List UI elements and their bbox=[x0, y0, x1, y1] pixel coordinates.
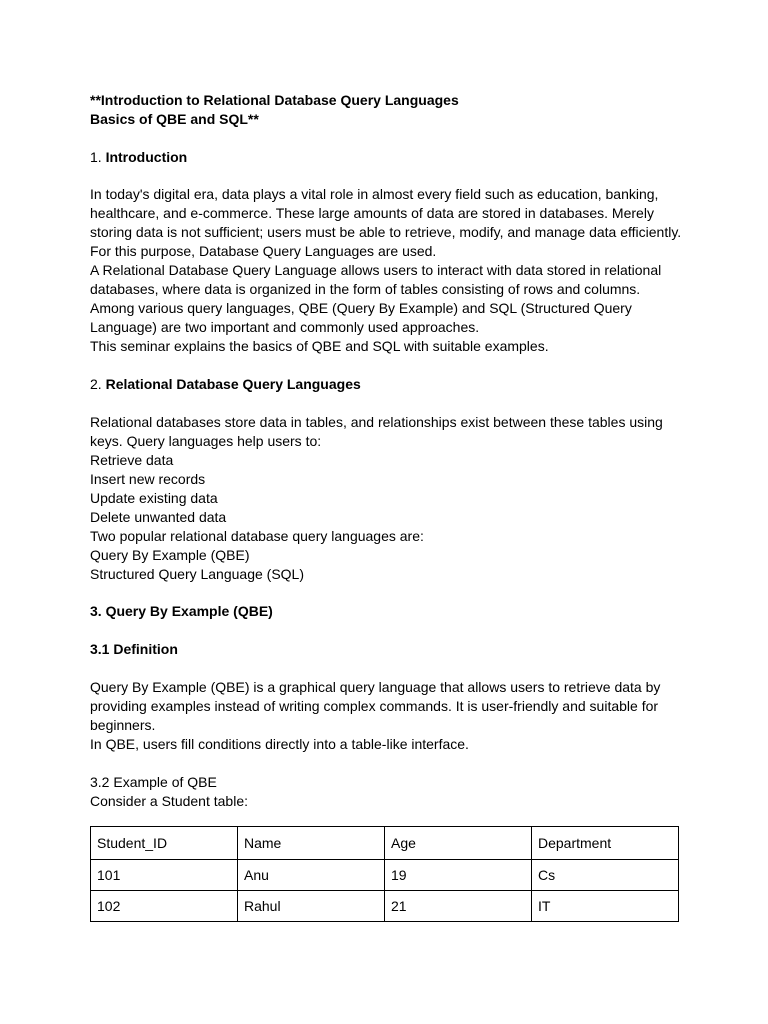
section-2-list-item: Structured Query Language (SQL) bbox=[90, 565, 305, 582]
section-1-line: Among various query languages, QBE (Query By Example) and SQL (Structured Query bbox=[90, 300, 632, 317]
section-3-heading: 3. Query By Example (QBE) bbox=[90, 603, 273, 620]
section-1-number: 1. bbox=[90, 148, 106, 165]
table-cell: 19 bbox=[385, 860, 532, 891]
table-row bbox=[91, 891, 679, 922]
table-row bbox=[91, 860, 679, 891]
section-2-heading bbox=[90, 375, 680, 394]
table-cell: Cs bbox=[532, 860, 679, 891]
section-3-2-heading: 3.2 Example of QBE bbox=[90, 773, 217, 790]
document-title-line-2: Basics of QBE and SQL** bbox=[90, 111, 259, 127]
table-cell: Anu bbox=[238, 860, 385, 891]
section-2-number: 2. bbox=[90, 376, 106, 393]
section-2-line: Relational databases store data in tables, and relationships exist between these tables using bbox=[90, 413, 663, 430]
table-header-cell: Age bbox=[385, 827, 532, 860]
section-1-line: A Relational Database Query Language allows users to interact with data stored in relational bbox=[90, 262, 662, 279]
section-1-line: For this purpose, Database Query Languages are used. bbox=[90, 243, 437, 260]
section-1-line: healthcare, and e-commerce. These large amounts of data are stored in databases. Merely bbox=[90, 205, 654, 222]
document-title-line-1: **Introduction to Relational Database Query Languages bbox=[90, 92, 459, 108]
table-header-cell: Name bbox=[238, 827, 385, 860]
example-intro: Consider a Student table: bbox=[90, 792, 248, 809]
table-cell: Rahul bbox=[238, 891, 385, 922]
table-header-row bbox=[91, 827, 679, 860]
section-1-line: This seminar explains the basics of QBE and SQL with suitable examples. bbox=[90, 338, 549, 355]
section-1-line: storing data is not sufficient; users must be able to retrieve, modify, and manage data efficiently. bbox=[90, 224, 682, 241]
section-3-line: Query By Example (QBE) is a graphical query language that allows users to retrieve data by bbox=[90, 678, 661, 695]
section-2-title: Relational Database Query Languages bbox=[105, 376, 361, 393]
section-2-list-item: Delete unwanted data bbox=[90, 508, 227, 525]
section-2-line: keys. Query languages help users to: bbox=[90, 432, 322, 449]
table-cell: 101 bbox=[91, 860, 238, 891]
section-2-line: Two popular relational database query languages are: bbox=[90, 527, 424, 544]
section-1-heading bbox=[90, 148, 680, 167]
table-cell: IT bbox=[532, 891, 679, 922]
table-cell: 102 bbox=[91, 891, 238, 922]
table-header-cell: Student_ID bbox=[91, 827, 238, 860]
section-1-line: Language) are two important and commonly used approaches. bbox=[90, 319, 480, 336]
document-body bbox=[90, 91, 680, 811]
section-3-line: providing examples instead of writing complex commands. It is user-friendly and suitable for bbox=[90, 697, 659, 714]
table-cell: 21 bbox=[385, 891, 532, 922]
section-2-list-item: Insert new records bbox=[90, 470, 206, 487]
section-3-line: beginners. bbox=[90, 716, 156, 733]
section-2-list-item: Query By Example (QBE) bbox=[90, 546, 250, 563]
student-table bbox=[90, 826, 679, 922]
section-2-list-item: Retrieve data bbox=[90, 451, 174, 468]
section-2-list-item: Update existing data bbox=[90, 489, 218, 506]
section-1-title: Introduction bbox=[105, 148, 188, 165]
section-1-line: In today's digital era, data plays a vital role in almost every field such as education, banking, bbox=[90, 186, 659, 203]
section-3-1-heading: 3.1 Definition bbox=[90, 641, 178, 658]
section-1-line: databases, where data is organized in the form of tables consisting of rows and columns. bbox=[90, 281, 641, 298]
table-header-cell: Department bbox=[532, 827, 679, 860]
section-3-line: In QBE, users fill conditions directly into a table-like interface. bbox=[90, 735, 469, 752]
